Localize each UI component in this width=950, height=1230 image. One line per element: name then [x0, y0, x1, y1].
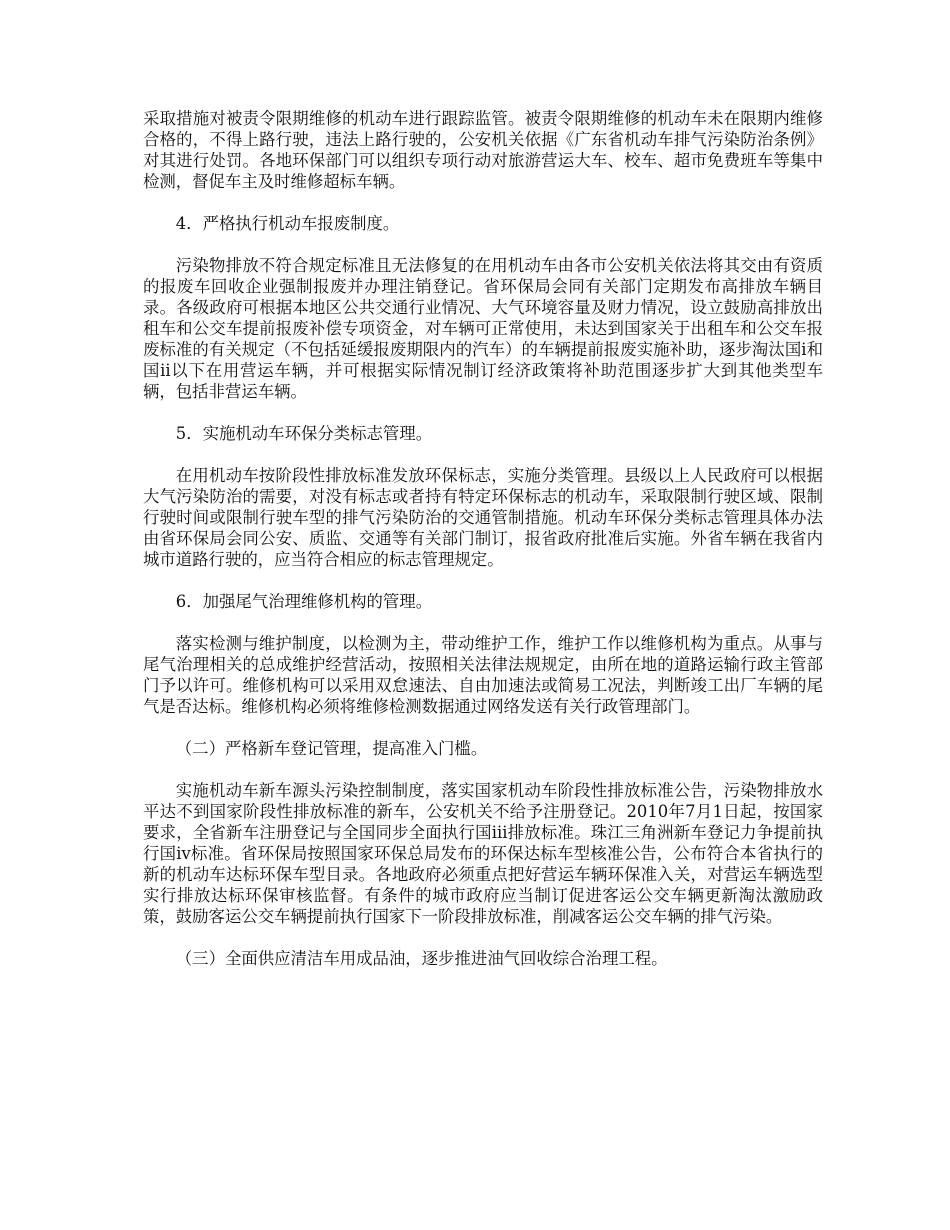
- paragraph-scrapping: 污染物排放不符合规定标准且无法修复的在用机动车由各市公安机关依法将其交由有资质的报废车回收企业强制报废并办理注销登记。省环保局会同有关部门定期发布高排放车辆目录。各级政府可根据本地区公共交通行业情况、大气环境容量及财力情况，设立鼓励高排放出租车和公交车提前报废补偿专项资金，对车辆可正常使用，未达到国家关于出租车和公交车报废标准的有关规定（不包括延缓报废期限内的汽车）的车辆提前报废实施补助，逐步淘汰国ⅰ和国ⅱ以下在用营运车辆，并可根据实际情况制订经济政策将补助范围逐步扩大到其他类型车辆，包括非营运车辆。: [143, 256, 823, 401]
- paragraph-labels: 在用机动车按阶段性排放标准发放环保标志，实施分类管理。县级以上人民政府可以根据大气污染防治的需要，对没有标志或者持有特定环保标志的机动车，采取限制行驶区域、限制行驶时间或限制行驶车型的排气污染防治的交通管制措施。机动车环保分类标志管理具体办法由省环保局会同公安、质监、交通等有关部门制订，报省政府批准后实施。外省车辆在我省内城市道路行驶的，应当符合相应的标志管理规定。: [143, 466, 823, 569]
- section-heading-6: 6．加强尾气治理维修机构的管理。: [175, 592, 433, 611]
- section-heading-4: 4．严格执行机动车报废制度。: [175, 214, 400, 233]
- paragraph-repair: 落实检测与维护制度，以检测为主，带动维护工作，维护工作以维修机构为重点。从事与尾气治理相关的总成维护经营活动，按照相关法律法规规定，由所在地的道路运输行政主管部门予以许可。维修机构可以采用双怠速法、自由加速法或简易工况法，判断竣工出厂车辆的尾气是否达标。维修机构必须将维修检测数据通过网络发送有关行政管理部门。: [143, 634, 823, 716]
- paragraph-new-vehicles: 实施机动车新车源头污染控制制度，落实国家机动车阶段性排放标准公告，污染物排放水平达不到国家阶段性排放标准的新车，公安机关不给予注册登记。2010年7月1日起，按国家要求，全省新车注册登记与全国同步全面执行国ⅲ排放标准。珠江三角洲新车登记力争提前执行国ⅳ标准。省环保局按照国家环保总局发布的环保达标车型核准公告，公布符合本省执行的新的机动车达标环保车型目录。各地政府必须重点把好营运车辆环保准入关，对营运车辆选型实行排放达标环保审核监督。有条件的城市政府应当制订促进客运公交车辆更新淘汰激励政策，鼓励客运公交车辆提前执行国家下一阶段排放标准，削减客运公交车辆的排气污染。: [143, 781, 823, 926]
- section-heading-5: 5．实施机动车环保分类标志管理。: [175, 424, 433, 443]
- document-page: [143, 108, 823, 990]
- section-heading-3: （三）全面供应清洁车用成品油，逐步推进油气回收综合治理工程。: [175, 949, 668, 968]
- paragraph-continued: 采取措施对被责令限期维修的机动车进行跟踪监管。被责令限期维修的机动车未在限期内维修合格的，不得上路行驶，违法上路行驶的，公安机关依据《广东省机动车排气污染防治条例》对其进行处罚。各地环保部门可以组织专项行动对旅游营运大车、校车、超市免费班车等集中检测，督促车主及时维修超标车辆。: [143, 109, 823, 191]
- section-heading-2: （二）严格新车登记管理，提高准入门槛。: [175, 739, 488, 758]
